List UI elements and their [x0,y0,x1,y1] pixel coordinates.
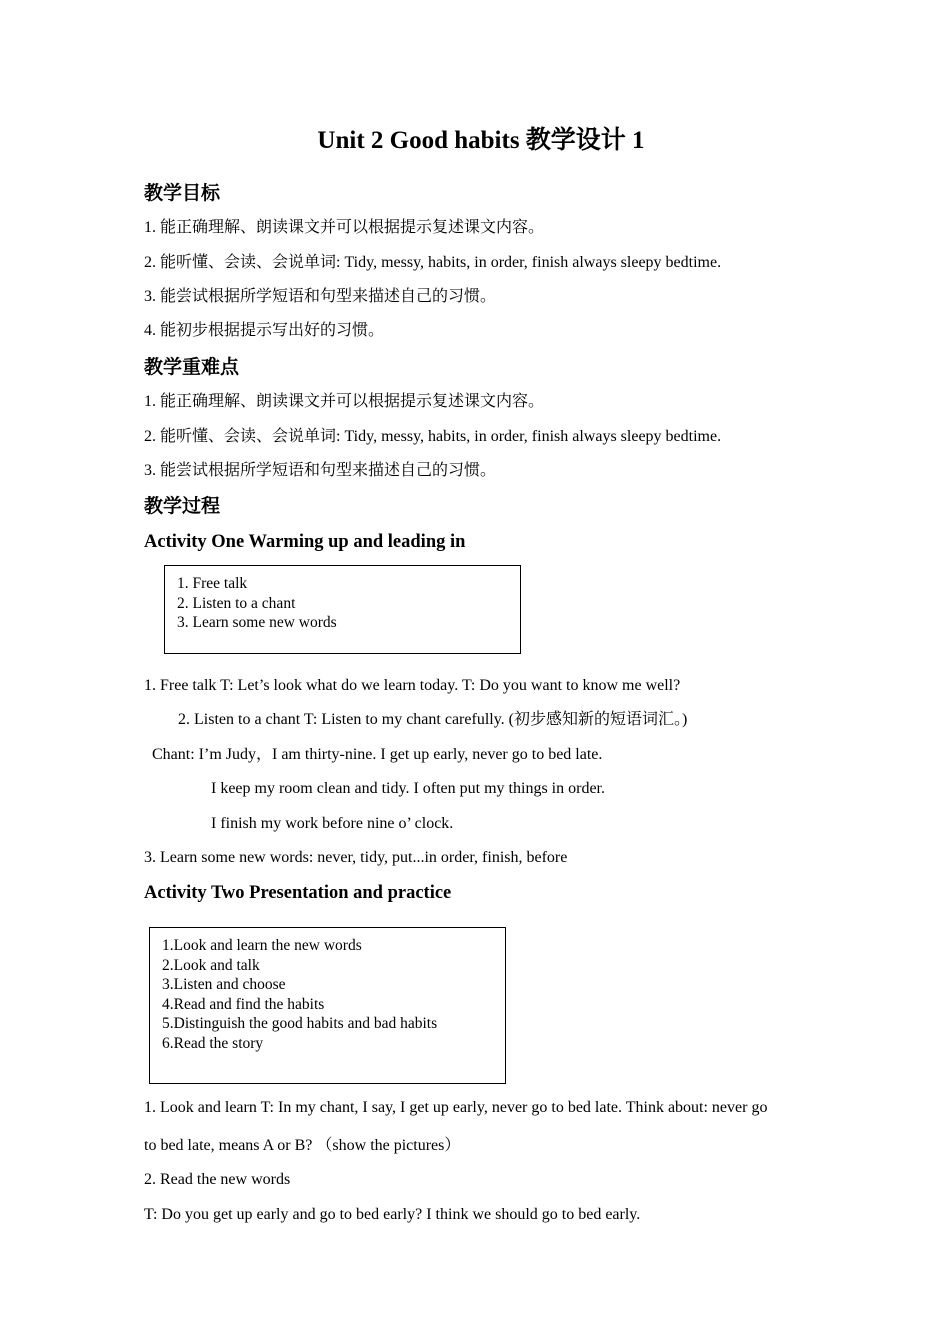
outline-item: 2.Look and talk [162,956,260,974]
key-point-item: 3. 能尝试根据所学短语和句型来描述自己的习惯。 [144,462,497,479]
activity-one-paragraph: 1. Free talk T: Let’s look what do we learn today. T: Do you want to know me well? [144,677,681,694]
objective-item: 1. 能正确理解、朗读课文并可以根据提示复述课文内容。 [144,219,545,236]
outline-item: 4.Read and find the habits [162,995,325,1013]
outline-item: 3. Learn some new words [177,614,337,631]
key-points-heading: 教学重难点 [144,356,240,378]
chant-line: Chant: I’m Judy，I am thirty-nine. I get up early, never go to bed late. [152,746,603,763]
activity-one-title: Activity One Warming up and leading in [144,532,466,552]
chant-line: I keep my room clean and tidy. I often put my things in order. [211,780,605,797]
page-title: Unit 2 Good habits 教学设计 1 [317,127,645,154]
outline-item: 2. Listen to a chant [177,594,296,612]
key-point-item: 2. 能听懂、会读、会说单词: Tidy, messy, habits, in order, finish always sleepy bedtime. [144,428,722,445]
outline-item: 6.Read the story [162,1034,264,1052]
outline-item: 1.Look and learn the new words [162,937,362,954]
process-heading: 教学过程 [144,495,221,517]
chant-line: I finish my work before nine o’ clock. [211,815,454,832]
activity-two-paragraph: T: Do you get up early and go to bed early? I think we should go to bed early. [144,1206,641,1223]
objective-item: 2. 能听懂、会读、会说单词: Tidy, messy, habits, in order, finish always sleepy bedtime. [144,254,722,271]
activity-one-paragraph: 3. Learn some new words: never, tidy, put...in order, finish, before [144,849,568,866]
activity-one-outline-box [164,565,521,654]
activity-two-paragraph: to bed late, means A or B? （show the pictures） [144,1137,461,1154]
objective-item: 3. 能尝试根据所学短语和句型来描述自己的习惯。 [144,288,497,305]
outline-item: 5.Distinguish the good habits and bad habits [162,1015,438,1032]
activity-two-paragraph: 2. Read the new words [144,1171,291,1188]
outline-item: 1. Free talk [177,575,248,592]
activity-two-paragraph: 1. Look and learn T: In my chant, I say, I get up early, never go to bed late. Think about: never go [144,1099,768,1116]
activity-two-title: Activity Two Presentation and practice [144,883,452,903]
activity-one-paragraph: 2. Listen to a chant T: Listen to my chant carefully. (初步感知新的短语词汇。) [178,711,688,728]
objective-item: 4. 能初步根据提示写出好的习惯。 [144,322,385,339]
activity-two-outline-box [149,927,506,1084]
objectives-heading: 教学目标 [144,182,221,204]
key-point-item: 1. 能正确理解、朗读课文并可以根据提示复述课文内容。 [144,393,545,410]
outline-item: 3.Listen and choose [162,976,286,993]
